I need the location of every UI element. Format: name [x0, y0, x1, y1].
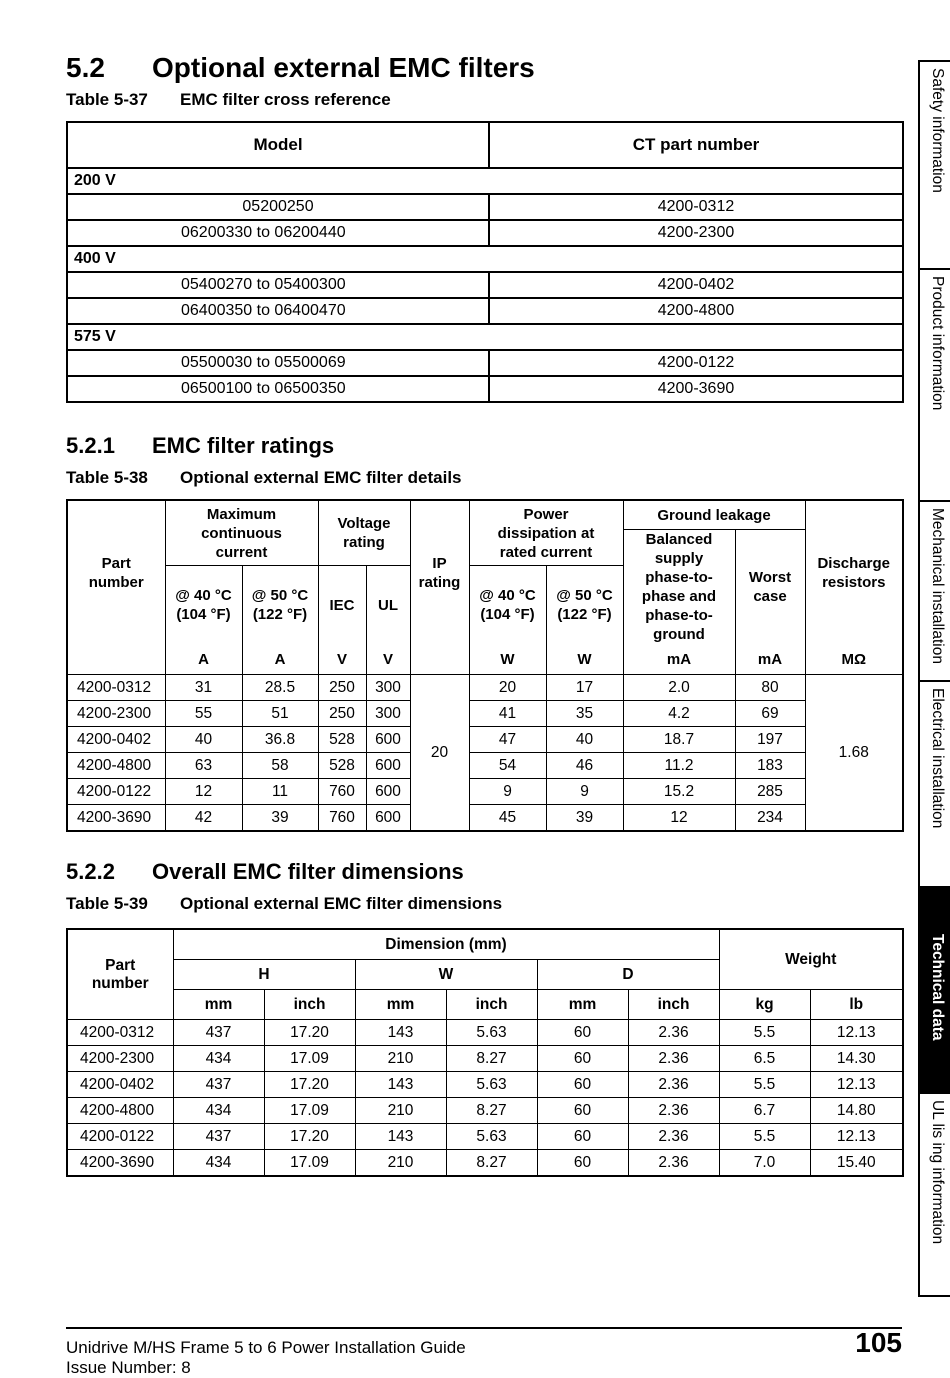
unit-label: A [242, 644, 318, 675]
voltage-group-label: 200 V [67, 168, 903, 194]
unit-label: mA [623, 644, 735, 675]
tab-technical-data[interactable]: Technical data [920, 888, 950, 1094]
table-row: 4200-0122 12 11 760 600 9 9 15.2 285 [67, 779, 903, 805]
footer-rule [66, 1327, 902, 1329]
model-cell: 05400270 to 05400300 [67, 272, 489, 298]
unit-label: mm [537, 990, 628, 1020]
part-number-header: Part number [67, 500, 165, 644]
emc-cross-reference-table [66, 121, 904, 403]
balanced-supply-header: Balanced supply phase-to-phase and phase-to-ground [623, 530, 735, 645]
tab-safety-information[interactable]: Safety information [920, 62, 950, 270]
part-number-header: Part number [67, 929, 173, 1020]
model-cell: 05500030 to 05500069 [67, 350, 489, 376]
unit-label: V [366, 644, 410, 675]
unit-label: inch [628, 990, 719, 1020]
part-cell: 4200-0312 [489, 194, 903, 220]
max-current-header: Maximum continuous current [165, 500, 318, 566]
footer-issue-number: Issue Number: 8 [66, 1358, 191, 1377]
model-header: Model [67, 122, 489, 168]
ip-rating-value: 20 [410, 675, 469, 832]
unit-label: inch [264, 990, 355, 1020]
depth-header: D [537, 960, 719, 990]
table-row: 4200-4800 63 58 528 600 54 46 11.2 183 [67, 753, 903, 779]
unit-label: W [469, 644, 546, 675]
weight-header: Weight [719, 929, 903, 990]
emc-filter-details-table [66, 499, 904, 832]
unit-label: mm [173, 990, 264, 1020]
ip-rating-header: IP rating [410, 500, 469, 644]
unit-label: MΩ [805, 644, 903, 675]
table-row: 4200-0312 31 28.5 250 300 20 20 17 2.0 80 1.68 [67, 675, 903, 701]
width-header: W [355, 960, 537, 990]
unit-spacer [410, 644, 469, 675]
voltage-group-label: 575 V [67, 324, 903, 350]
tab-electrical-installation[interactable]: Electrical installation [920, 682, 950, 888]
table-row: 4200-0402 437 17.20 143 5.63 60 2.36 5.5 12.13 [67, 1072, 903, 1098]
unit-label: mm [355, 990, 446, 1020]
table-row: 4200-0122 437 17.20 143 5.63 60 2.36 5.5 12.13 [67, 1124, 903, 1150]
tab-mechanical-installation[interactable]: Mechanical installation [920, 502, 950, 682]
tab-product-information[interactable]: Product information [920, 270, 950, 502]
subsection-heading: 5.2.1 EMC filter ratings [66, 433, 335, 458]
part-cell: 4200-4800 [489, 298, 903, 324]
dimension-header: Dimension (mm) [173, 929, 719, 960]
table-row: 4200-0312 437 17.20 143 5.63 60 2.36 5.5 12.13 [67, 1020, 903, 1046]
unit-label: W [546, 644, 623, 675]
temp-50-header: @ 50 °C (122 °F) [546, 566, 623, 645]
part-cell: 4200-0402 [489, 272, 903, 298]
table-row: 4200-0402 40 36.8 528 600 47 40 18.7 197 [67, 727, 903, 753]
footer-document-title: Unidrive M/HS Frame 5 to 6 Power Installation Guide [66, 1338, 466, 1357]
unit-label: kg [719, 990, 810, 1020]
voltage-rating-header: Voltage rating [318, 500, 410, 566]
subsection-heading: 5.2.2 Overall EMC filter dimensions [66, 859, 464, 884]
model-cell: 06500100 to 06500350 [67, 376, 489, 402]
unit-label: V [318, 644, 366, 675]
ul-header: UL [366, 566, 410, 645]
part-cell: 4200-2300 [489, 220, 903, 246]
table-row: 4200-4800 434 17.09 210 8.27 60 2.36 6.7 14.80 [67, 1098, 903, 1124]
table-37-caption: Table 5-37 EMC filter cross reference [66, 90, 391, 109]
temp-40-header: @ 40 °C (104 °F) [165, 566, 242, 645]
height-header: H [173, 960, 355, 990]
temp-40-header: @ 40 °C (104 °F) [469, 566, 546, 645]
ct-part-header: CT part number [489, 122, 903, 168]
voltage-group-label: 400 V [67, 246, 903, 272]
table-row: 4200-2300 55 51 250 300 41 35 4.2 69 [67, 701, 903, 727]
worst-case-header: Worst case [735, 530, 805, 645]
unit-spacer [67, 644, 165, 675]
discharge-resistors-header: Discharge resistors [805, 500, 903, 644]
model-cell: 05200250 [67, 194, 489, 220]
ground-leakage-header: Ground leakage [623, 500, 805, 530]
table-38-caption: Table 5-38 Optional external EMC filter details [66, 468, 462, 487]
part-cell: 4200-3690 [489, 376, 903, 402]
unit-label: A [165, 644, 242, 675]
unit-label: lb [810, 990, 903, 1020]
power-dissipation-header: Power dissipation at rated current [469, 500, 623, 566]
temp-50-header: @ 50 °C (122 °F) [242, 566, 318, 645]
page-number: 105 [855, 1327, 902, 1358]
discharge-value: 1.68 [805, 675, 903, 832]
chapter-tabs [918, 60, 950, 1297]
iec-header: IEC [318, 566, 366, 645]
table-39-caption: Table 5-39 Optional external EMC filter dimensions [66, 894, 503, 913]
part-cell: 4200-0122 [489, 350, 903, 376]
section-heading: 5.2 Optional external EMC filters [66, 52, 535, 83]
emc-filter-dimensions-table [66, 928, 904, 1177]
unit-label: inch [446, 990, 537, 1020]
tab-ul-listing-information[interactable]: UL lis ing information [929, 1100, 946, 1245]
table-row: 4200-3690 42 39 760 600 45 39 12 234 [67, 805, 903, 832]
model-cell: 06400350 to 06400470 [67, 298, 489, 324]
unit-label: mA [735, 644, 805, 675]
table-row: 4200-3690 434 17.09 210 8.27 60 2.36 7.0 15.40 [67, 1150, 903, 1177]
table-row: 4200-2300 434 17.09 210 8.27 60 2.36 6.5 14.30 [67, 1046, 903, 1072]
model-cell: 06200330 to 06200440 [67, 220, 489, 246]
